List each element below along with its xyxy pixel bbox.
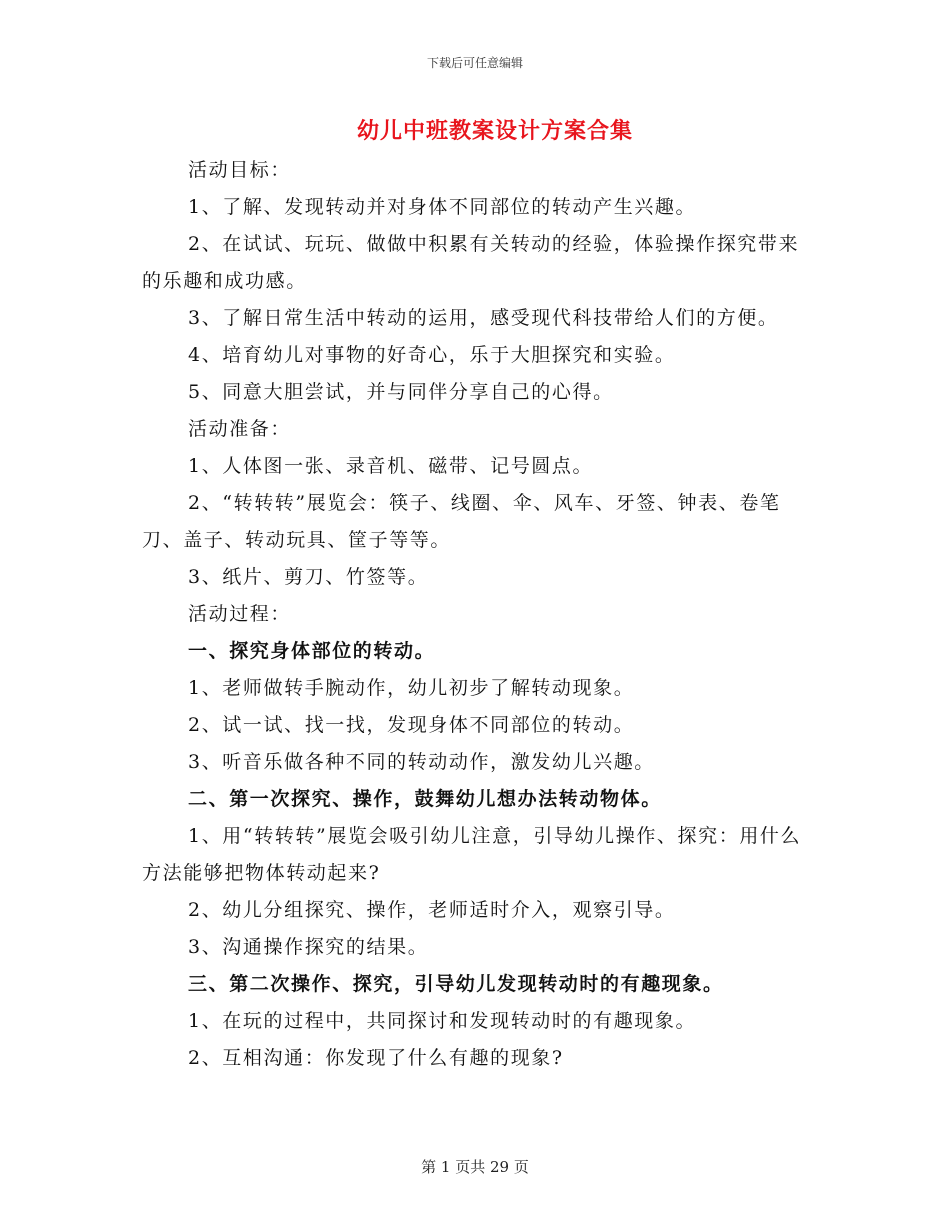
paragraph: 2、在试试、玩玩、做做中积累有关转动的经验，体验操作探究带来的乐趣和成功感。 <box>142 233 800 292</box>
paragraph: 1、了解、发现转动并对身体不同部位的转动产生兴趣。 <box>188 196 697 218</box>
paragraph: 3、听音乐做各种不同的转动动作，激发幼儿兴趣。 <box>188 751 655 773</box>
paragraph: 2、“转转转”展览会：筷子、线圈、伞、风车、牙签、钟表、卷笔刀、盖子、转动玩具、筐子等等。 <box>142 492 781 551</box>
paragraph: 1、老师做转手腕动作，幼儿初步了解转动现象。 <box>188 677 635 699</box>
paragraph: 活动过程： <box>188 603 292 625</box>
paragraph: 活动目标： <box>188 159 292 181</box>
paragraph: 1、用“转转转”展览会吸引幼儿注意，引导幼儿操作、探究：用什么方法能够把物体转动起来? <box>142 825 802 884</box>
paragraph: 5、同意大胆尝试，并与同伴分享自己的心得。 <box>188 381 614 403</box>
document-title: 幼儿中班教案设计方案合集 <box>356 118 633 144</box>
document-body <box>142 152 812 1077</box>
paragraph: 2、试一试、找一找，发现身体不同部位的转动。 <box>188 714 635 736</box>
section-heading: 二、第一次探究、操作，鼓舞幼儿想办法转动物体。 <box>188 788 662 810</box>
paragraph: 1、在玩的过程中，共同探讨和发现转动时的有趣现象。 <box>188 1010 697 1032</box>
section-heading: 一、探究身体部位的转动。 <box>188 640 436 662</box>
paragraph: 2、幼儿分组探究、操作，老师适时介入，观察引导。 <box>188 899 676 921</box>
paragraph: 活动准备： <box>188 418 292 440</box>
paragraph: 3、了解日常生活中转动的运用，感受现代科技带给人们的方便。 <box>188 307 779 329</box>
paragraph: 4、培育幼儿对事物的好奇心，乐于大胆探究和实验。 <box>188 344 676 366</box>
paragraph: 1、人体图一张、录音机、磁带、记号圆点。 <box>188 455 594 477</box>
paragraph: 2、互相沟通：你发现了什么有趣的现象? <box>188 1047 564 1069</box>
paragraph: 3、沟通操作探究的结果。 <box>188 936 429 958</box>
section-heading: 三、第二次操作、探究，引导幼儿发现转动时的有趣现象。 <box>188 973 724 995</box>
header-note: 下载后可任意编辑 <box>426 56 523 70</box>
page-footer: 第 1 页共 29 页 <box>421 1158 529 1176</box>
paragraph: 3、纸片、剪刀、竹签等。 <box>188 566 429 588</box>
